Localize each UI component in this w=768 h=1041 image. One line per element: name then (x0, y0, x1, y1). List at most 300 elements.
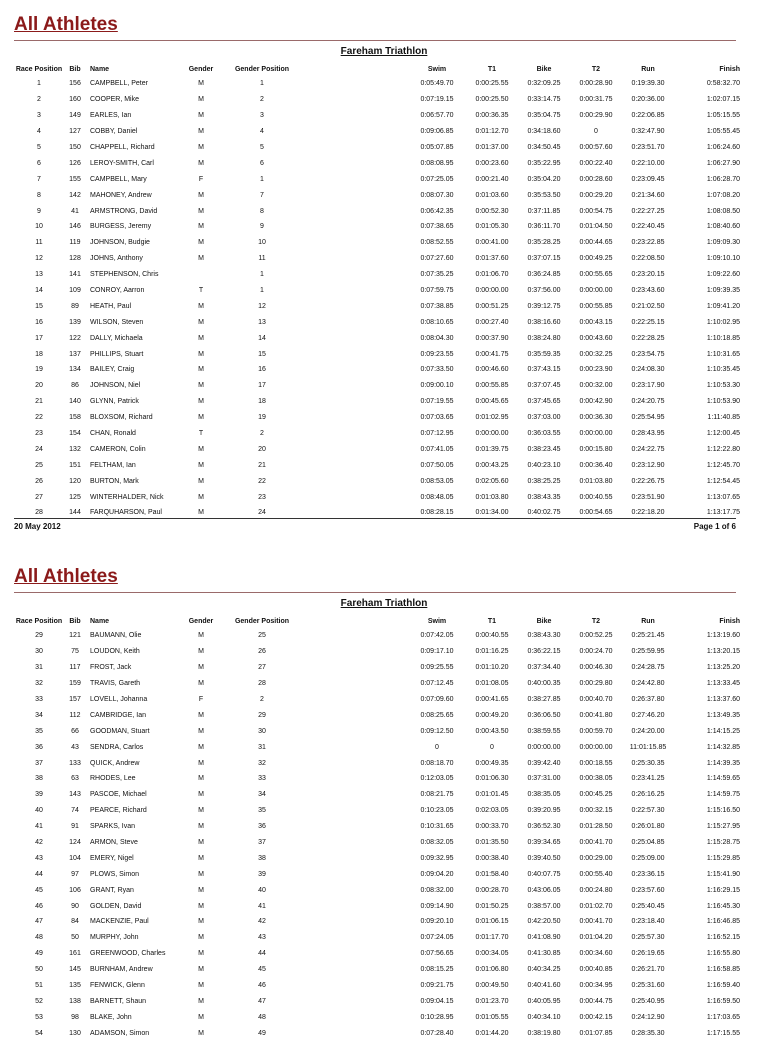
header-t1: T1 (487, 617, 497, 625)
cell-name: BURGESS, Jeremy (90, 223, 152, 231)
cell-gender-position: 33 (258, 775, 266, 783)
cell-bib: 140 (69, 398, 81, 406)
cell-swim: 0:10:31.65 (420, 823, 454, 831)
table-row (14, 914, 746, 930)
cell-race-position: 41 (35, 823, 43, 831)
cell-name: ARMSTRONG, David (90, 207, 158, 215)
table-row (14, 628, 746, 644)
cell-t1: 0:01:39.75 (475, 445, 509, 453)
cell-run: 0:22:40.45 (631, 223, 665, 231)
cell-bib: 128 (69, 255, 81, 263)
cell-bike: 0:38:57.00 (527, 902, 561, 910)
cell-bike: 0:38:16.60 (527, 318, 561, 326)
cell-gender-position: 27 (258, 664, 266, 672)
table-row (14, 819, 746, 835)
cell-t1: 0:01:05.30 (475, 223, 509, 231)
cell-gender: M (198, 318, 204, 326)
cell-name: FARQUHARSON, Paul (90, 509, 162, 517)
cell-race-position: 42 (35, 839, 43, 847)
cell-swim: 0:09:25.55 (420, 664, 454, 672)
cell-name: PASCOE, Michael (90, 791, 147, 799)
cell-race-position: 51 (35, 982, 43, 990)
cell-gender: M (198, 493, 204, 501)
cell-bib: 121 (69, 632, 81, 640)
cell-name: EMERY, Nigel (90, 854, 134, 862)
cell-swim: 0:09:06.85 (420, 128, 454, 136)
cell-bib: 134 (69, 366, 81, 374)
cell-spacer (302, 203, 408, 219)
cell-bib: 143 (69, 791, 81, 799)
cell-race-position: 24 (35, 445, 43, 453)
table-row (14, 124, 746, 140)
cell-gender: M (198, 632, 204, 640)
table-row (14, 787, 746, 803)
cell-race-position: 27 (35, 493, 43, 501)
event-title: Fareham Triathlon (340, 598, 428, 609)
cell-spacer (302, 378, 408, 394)
cell-bike: 0:33:14.75 (527, 96, 561, 104)
cell-t1: 0:00:00.00 (475, 287, 509, 295)
cell-bib: 75 (71, 648, 79, 656)
cell-run: 0:32:47.90 (631, 128, 665, 136)
cell-swim: 0:08:52.55 (420, 239, 454, 247)
cell-gender-position: 37 (258, 839, 266, 847)
cell-race-position: 15 (35, 302, 43, 310)
cell-t1: 0:01:02.95 (475, 414, 509, 422)
header-finish: Finish (719, 617, 740, 625)
cell-t1: 0:00:37.90 (475, 334, 509, 342)
cell-finish: 1:14:59.65 (706, 775, 740, 783)
cell-gender-position: 1 (260, 287, 264, 295)
cell-gender-position: 28 (258, 680, 266, 688)
table-row (14, 803, 746, 819)
cell-bike: 0:36:03.55 (527, 430, 561, 438)
cell-race-position: 50 (35, 966, 43, 974)
cell-gender: M (198, 207, 204, 215)
cell-spacer (302, 76, 408, 92)
cell-spacer (302, 219, 408, 235)
cell-name: TRAVIS, Gareth (90, 680, 141, 688)
cell-spacer (302, 171, 408, 187)
cell-t1: 0:01:08.05 (475, 680, 509, 688)
cell-swim: 0:09:32.95 (420, 854, 454, 862)
cell-swim: 0:08:18.70 (420, 759, 454, 767)
cell-name: JOHNSON, Budgie (90, 239, 150, 247)
cell-run: 0:23:41.25 (631, 775, 665, 783)
cell-t2: 0:00:36.30 (579, 414, 613, 422)
table-row (14, 410, 746, 426)
cell-bib: 151 (69, 461, 81, 469)
cell-name: SPARKS, Ivan (90, 823, 136, 831)
cell-run: 0:26:19.65 (631, 950, 665, 958)
cell-race-position: 45 (35, 886, 43, 894)
cell-gender: M (198, 477, 204, 485)
cell-finish: 1:14:39.35 (706, 759, 740, 767)
cell-spacer (302, 426, 408, 442)
cell-bike: 0:37:11.85 (527, 207, 561, 215)
cell-gender: M (198, 80, 204, 88)
cell-bib: 97 (71, 870, 79, 878)
cell-bib: 120 (69, 477, 81, 485)
cell-bike: 0:36:52.30 (527, 823, 561, 831)
cell-t1: 0:01:06.70 (475, 271, 509, 279)
cell-name: PHILLIPS, Stuart (90, 350, 144, 358)
cell-t1: 0:00:23.60 (475, 159, 509, 167)
cell-run: 0:24:12.90 (631, 1013, 665, 1021)
cell-t2: 0:00:32.25 (579, 350, 613, 358)
cell-gender: M (198, 839, 204, 847)
cell-race-position: 14 (35, 287, 43, 295)
cell-spacer (302, 914, 408, 930)
cell-t2: 0:00:54.75 (579, 207, 613, 215)
cell-name: LOUDON, Keith (90, 648, 140, 656)
cell-swim: 0:07:03.65 (420, 414, 454, 422)
cell-spacer (302, 628, 408, 644)
cell-run: 0:23:36.15 (631, 870, 665, 878)
cell-run: 0:22:06.85 (631, 112, 665, 120)
cell-gender-position: 36 (258, 823, 266, 831)
table-row (14, 330, 746, 346)
cell-bib: 145 (69, 966, 81, 974)
cell-gender: M (198, 255, 204, 263)
cell-swim: 0:07:38.85 (420, 302, 454, 310)
header-bike: Bike (536, 617, 552, 625)
cell-t1: 0:02:03.05 (475, 807, 509, 815)
cell-t2: 0:00:34.95 (579, 982, 613, 990)
cell-bike: 0:38:25.25 (527, 477, 561, 485)
cell-gender-position: 35 (258, 807, 266, 815)
cell-gender-position: 11 (258, 255, 266, 263)
cell-t1: 0:01:34.00 (475, 509, 509, 517)
cell-bib: 158 (69, 414, 81, 422)
cell-spacer (302, 692, 408, 708)
cell-swim: 0:12:03.05 (420, 775, 454, 783)
cell-race-position: 40 (35, 807, 43, 815)
cell-finish: 1:10:53.90 (706, 398, 740, 406)
cell-run: 0:23:17.90 (631, 382, 665, 390)
cell-finish: 1:15:41.90 (706, 870, 740, 878)
cell-finish: 1:16:45.30 (706, 902, 740, 910)
cell-bike: 0:35:22.95 (527, 159, 561, 167)
cell-race-position: 16 (35, 318, 43, 326)
cell-gender-position: 32 (258, 759, 266, 767)
cell-t2: 0:01:02.70 (579, 902, 613, 910)
results-table (14, 62, 746, 521)
cell-name: STEPHENSON, Chris (90, 271, 159, 279)
cell-gender-position: 22 (258, 477, 266, 485)
cell-bike: 0:40:41.60 (527, 982, 561, 990)
cell-bib: 139 (69, 318, 81, 326)
table-row (14, 441, 746, 457)
cell-gender-position: 31 (258, 743, 266, 751)
cell-gender: M (198, 414, 204, 422)
cell-name: BURNHAM, Andrew (90, 966, 153, 974)
cell-gender: M (198, 886, 204, 894)
cell-finish: 1:14:59.75 (706, 791, 740, 799)
cell-bike: 0:39:42.40 (527, 759, 561, 767)
cell-spacer (302, 739, 408, 755)
table-row (14, 1025, 746, 1041)
cell-bib: 141 (69, 271, 81, 279)
cell-spacer (302, 946, 408, 962)
cell-gender-position: 19 (258, 414, 266, 422)
page-title: All Athletes (14, 14, 118, 35)
cell-t1: 0:01:01.45 (475, 791, 509, 799)
cell-t2: 0:00:24.80 (579, 886, 613, 894)
cell-spacer (302, 771, 408, 787)
cell-t1: 0:00:25.50 (475, 96, 509, 104)
cell-bike: 0:40:34.25 (527, 966, 561, 974)
cell-gender-position: 41 (258, 902, 266, 910)
cell-bib: 126 (69, 159, 81, 167)
cell-name: CONROY, Aarron (90, 287, 145, 295)
cell-gender-position: 13 (258, 318, 266, 326)
cell-bike: 0:39:40.50 (527, 854, 561, 862)
cell-bib: 106 (69, 886, 81, 894)
table-row (14, 962, 746, 978)
cell-gender: M (198, 302, 204, 310)
cell-t2: 0:00:55.40 (579, 870, 613, 878)
cell-bib: 89 (71, 302, 79, 310)
table-row (14, 362, 746, 378)
cell-t1: 0:02:05.60 (475, 477, 509, 485)
cell-finish: 1:14:15.25 (706, 727, 740, 735)
cell-t1: 0:01:58.40 (475, 870, 509, 878)
cell-name: BAILEY, Craig (90, 366, 135, 374)
cell-gender: M (198, 648, 204, 656)
cell-bike: 0:38:23.45 (527, 445, 561, 453)
cell-gender: M (198, 334, 204, 342)
cell-run: 0:23:09.45 (631, 175, 665, 183)
cell-finish: 1:09:10.10 (706, 255, 740, 263)
cell-t2: 0:00:59.70 (579, 727, 613, 735)
cell-t2: 0:00:15.80 (579, 445, 613, 453)
cell-t1: 0:01:06.30 (475, 775, 509, 783)
cell-race-position: 39 (35, 791, 43, 799)
cell-swim: 0:09:00.10 (420, 382, 454, 390)
cell-bike: 0:37:31.00 (527, 775, 561, 783)
cell-bike: 0:35:59.35 (527, 350, 561, 358)
event-title: Fareham Triathlon (340, 46, 428, 57)
cell-race-position: 38 (35, 775, 43, 783)
cell-t2: 0:00:29.80 (579, 680, 613, 688)
table-header-row (14, 62, 746, 76)
cell-bike: 0:38:35.05 (527, 791, 561, 799)
cell-gender: M (198, 680, 204, 688)
cell-run: 0:24:08.30 (631, 366, 665, 374)
cell-t1: 0:00:43.50 (475, 727, 509, 735)
cell-gender: M (198, 96, 204, 104)
cell-bib: 149 (69, 112, 81, 120)
cell-race-position: 13 (35, 271, 43, 279)
cell-bike: 0:38:24.80 (527, 334, 561, 342)
cell-finish: 1:05:15.55 (706, 112, 740, 120)
cell-t2: 0:00:00.00 (579, 287, 613, 295)
cell-run: 0:21:34.60 (631, 191, 665, 199)
cell-name: WILSON, Steven (90, 318, 144, 326)
cell-bib: 66 (71, 727, 79, 735)
cell-bib: 98 (71, 1013, 79, 1021)
cell-swim: 0:07:19.15 (420, 96, 454, 104)
cell-t2: 0:00:46.30 (579, 664, 613, 672)
cell-swim: 0:06:57.70 (420, 112, 454, 120)
cell-finish: 1:08:08.50 (706, 207, 740, 215)
cell-run: 0:22:27.25 (631, 207, 665, 215)
cell-bike: 0:38:59.55 (527, 727, 561, 735)
table-row (14, 92, 746, 108)
cell-swim: 0:08:53.05 (420, 477, 454, 485)
cell-spacer (302, 155, 408, 171)
cell-bike: 0:32:09.25 (527, 80, 561, 88)
cell-spacer (302, 330, 408, 346)
cell-t2: 0:00:34.60 (579, 950, 613, 958)
cell-run: 0:19:39.30 (631, 80, 665, 88)
cell-t2: 0:00:29.20 (579, 191, 613, 199)
cell-bike: 0:36:06.50 (527, 711, 561, 719)
cell-t1: 0:00:45.65 (475, 398, 509, 406)
cell-name: COBBY, Daniel (90, 128, 138, 136)
cell-t1: 0:00:40.55 (475, 632, 509, 640)
cell-name: SENDRA, Carlos (90, 743, 144, 751)
cell-name: LEROY-SMITH, Carl (90, 159, 154, 167)
cell-race-position: 46 (35, 902, 43, 910)
cell-gender-position: 4 (260, 128, 264, 136)
cell-race-position: 6 (37, 159, 41, 167)
cell-t2: 0:00:43.15 (579, 318, 613, 326)
cell-bike: 0:40:34.10 (527, 1013, 561, 1021)
cell-run: 0:27:46.20 (631, 711, 665, 719)
cell-finish: 1:13:17.75 (706, 509, 740, 517)
cell-bike: 0:38:27.85 (527, 696, 561, 703)
cell-gender-position: 16 (258, 366, 266, 374)
cell-t1: 0 (490, 743, 494, 751)
cell-race-position: 28 (35, 509, 43, 517)
cell-t2: 0:00:55.65 (579, 271, 613, 279)
cell-name: BLAKE, John (90, 1013, 132, 1021)
cell-race-position: 37 (35, 759, 43, 767)
cell-swim: 0:07:28.40 (420, 1029, 454, 1037)
cell-gender: M (198, 823, 204, 831)
cell-bike: 0:39:12.75 (527, 302, 561, 310)
cell-swim: 0:08:25.65 (420, 711, 454, 719)
cell-bib: 130 (69, 1029, 81, 1037)
cell-finish: 1:12:54.45 (706, 477, 740, 485)
table-row (14, 739, 746, 755)
cell-gender-position: 1 (260, 175, 264, 183)
cell-gender-position: 23 (258, 493, 266, 501)
cell-bib: 125 (69, 493, 81, 501)
cell-run: 0:23:51.90 (631, 493, 665, 501)
cell-run: 0:24:20.00 (631, 727, 665, 735)
cell-finish: 1:10:18.85 (706, 334, 740, 342)
cell-finish: 1:13:37.60 (706, 696, 740, 703)
header-bib: Bib (69, 617, 81, 625)
cell-t1: 0:01:37.60 (475, 255, 509, 263)
cell-swim: 0:09:12.50 (420, 727, 454, 735)
table-row (14, 155, 746, 171)
cell-t1: 0:01:44.20 (475, 1029, 509, 1037)
header-spacer (302, 62, 408, 76)
cell-spacer (302, 707, 408, 723)
header-name: Name (90, 65, 110, 73)
cell-gender: M (198, 902, 204, 910)
cell-t2: 0:01:28.50 (579, 823, 613, 831)
cell-t1: 0:00:52.30 (475, 207, 509, 215)
cell-name: PEARCE, Richard (90, 807, 147, 815)
cell-finish: 1:16:58.85 (706, 966, 740, 974)
cell-gender-position: 1 (260, 271, 264, 279)
cell-bike: 0:41:30.85 (527, 950, 561, 958)
cell-swim: 0:05:07.85 (420, 144, 454, 151)
table-row (14, 235, 746, 251)
header-gender: Gender (188, 617, 214, 625)
cell-run: 0:25:57.30 (631, 934, 665, 942)
cell-gender: M (198, 997, 204, 1005)
cell-race-position: 49 (35, 950, 43, 958)
cell-t1: 0:01:35.50 (475, 839, 509, 847)
cell-gender: M (198, 350, 204, 358)
cell-bib: 135 (69, 982, 81, 990)
cell-name: QUICK, Andrew (90, 759, 140, 767)
cell-swim: 0:07:12.45 (420, 680, 454, 688)
page-title: All Athletes (14, 566, 118, 587)
cell-name: JOHNS, Anthony (90, 255, 143, 263)
table-row (14, 946, 746, 962)
cell-run: 0:23:22.85 (631, 239, 665, 247)
cell-spacer (302, 723, 408, 739)
cell-gender: M (198, 445, 204, 453)
cell-spacer (302, 866, 408, 882)
cell-gender-position: 7 (260, 191, 264, 199)
cell-finish: 1:06:28.70 (706, 175, 740, 183)
cell-race-position: 44 (35, 870, 43, 878)
cell-run: 0:23:51.70 (631, 144, 665, 151)
cell-swim: 0:09:23.55 (420, 350, 454, 358)
cell-finish: 1:02:07.15 (706, 96, 740, 104)
cell-bike: 0:41:08.90 (527, 934, 561, 942)
cell-race-position: 11 (35, 239, 43, 247)
cell-swim: 0:08:08.95 (420, 159, 454, 167)
cell-bib: 43 (71, 743, 79, 751)
cell-finish: 1:13:25.20 (706, 664, 740, 672)
cell-t2: 0:00:29.90 (579, 112, 613, 120)
cell-bike: 0:35:53.50 (527, 191, 561, 199)
cell-race-position: 54 (35, 1029, 43, 1037)
cell-finish: 1:17:03.65 (706, 1013, 740, 1021)
cell-race-position: 9 (37, 207, 41, 215)
cell-spacer (302, 140, 408, 156)
cell-name: GREENWOOD, Charles (90, 950, 166, 958)
cell-bike: 0:37:45.65 (527, 398, 561, 406)
cell-race-position: 18 (35, 350, 43, 358)
cell-gender-position: 14 (258, 334, 266, 342)
table-row (14, 1009, 746, 1025)
cell-run: 0:23:54.75 (631, 350, 665, 358)
cell-t2: 0:00:40.85 (579, 966, 613, 974)
cell-bib: 84 (71, 918, 79, 926)
header-run: Run (641, 65, 655, 73)
cell-run: 0:22:10.00 (631, 159, 665, 167)
header-t1: T1 (487, 65, 497, 73)
cell-t2: 0:00:40.70 (579, 696, 613, 703)
cell-t1: 0:00:41.75 (475, 350, 509, 358)
cell-bib: 138 (69, 997, 81, 1005)
cell-bib: 157 (69, 696, 81, 703)
cell-name: FROST, Jack (90, 664, 132, 672)
cell-t1: 0:00:41.65 (475, 696, 509, 703)
cell-gender: M (198, 982, 204, 990)
cell-gender-position: 8 (260, 207, 264, 215)
